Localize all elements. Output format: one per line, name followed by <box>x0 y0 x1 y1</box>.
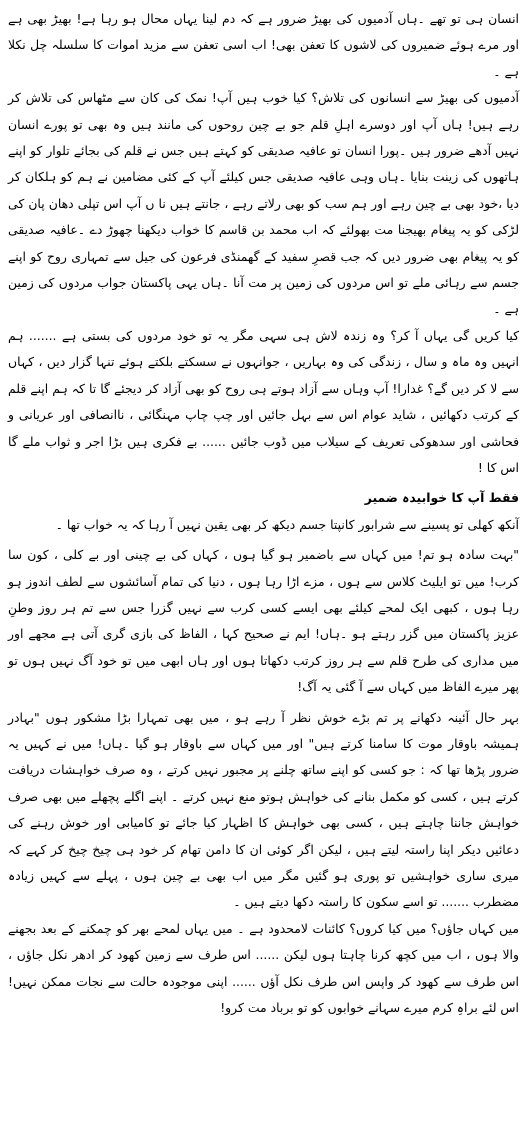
paragraph-6: بہر حال آئینہ دکھانے پر تم بڑے خوش نظر آ رہے ہو ، میں بھی تمہارا بڑا مشکور ہوں "بہادر ہمیشہ باوقار موت کا سامنا کرتے ہیں" اور میں کہاں سے باوقار ہو گیا ۔ہاں! میں نے کہیں یہ ضرور پڑھا تھا کہ : جو کسی کو اپنے ساتھ چلنے پر مجبور نہیں کرتے ، وہ صرف خواہشات دریافت کرتے ہیں ، کسی کو مکمل بنانے کی خواہش ہوتو منع نہیں کرتے ۔ اپنے اگلے پچھلے میں بھی صرف خواہش جاننا چاہتے ہیں ، کسی بھی خواہش کا اظہار کیا جائے تو کامیابی اور خوش رہنے کی دعائیں دیکر اپنا راستہ لیتے ہیں ، لیکن اگر کوئی ان کا دامن تھام کر خود ہی چیخ چیخ کر کہے کہ میری ساری خواہشیں تو پوری ہو گئیں مگر میں اب بھی بے چین ہوں ، پہلے سے کہیں زیادہ مضطرب ....... تو اسے سکون کا راستہ دکھا دیتے ہیں ۔ <box>8 709 519 910</box>
paragraph-7: میں کہاں جاؤں؟ میں کیا کروں؟ کائنات لامحدود ہے ۔ میں یہاں لمحے بھر کو چمکنے کے بعد بجھنے والا ہوں ، اب میں کچھ کرنا چاہتا ہوں لیکن ...... اس طرف سے زمین کھود کر ادھر نکل جاؤں ، اس طرف سے کھود کر واپس اس طرف نکل آؤں ...... اپنی موجودہ حالت سے نجات ممکن نہیں! اس لئے براہِ کرم میرے سہانے خوابوں کو تو برباد مت کرو! <box>8 920 519 1016</box>
paragraph-3: کیا کریں گی یہاں آ کر؟ وہ زندہ لاش ہی سہی مگر یہ تو خود مردوں کی بستی ہے ....... ہم انہیں وہ ماہ و سال ، زندگی کی وہ بہاریں ، جوانہوں نے سسکتے بلکتے ہوئے تنہا گزار دیں ، کہاں سے لا کر دیں گے؟ غدارا! آپ وہاں سے آزاد ہوتے ہی روح کو بھی آزاد کر دیجئے گا تا کہ ہم اپنے قلم کے کرتب دکھائیں ، شاید عوام اس سے بہل جائیں اور چپ چاپ مہنگائی ، ناانصافی اور عریانی و فحاشی اور سدھوکی تعریف کے سیلاب میں ڈوب جائیں ...... بے فکری ہیں بڑا اجر و ثواب ملے گا اس کا ! <box>8 327 519 475</box>
signature-heading: فقط آپ کا خوابیدہ ضمیر <box>364 490 519 506</box>
paragraph-5: "بہت سادہ ہو تم! میں کہاں سے باضمیر ہو گیا ہوں ، کہاں کی بے چینی اور بے کلی ، کون سا کرب! میں تو ایلیٹ کلاس سے ہوں ، مزے اڑا رہا ہوں ، دنیا کی تمام آسائشوں سے لطف اندوز ہو رہا ہوں ، کبھی ایک لمحے کیلئے بھی ایسے کسی کرب سے نہیں گزرا جس سے تم ہر روز وطنِ عزیز پاکستان میں گزر رہتے ہو ۔ہاں! ایم نے صحیح کہا ، الفاظ کی بازی گری آتی ہے مجھے اور میں مداری کی طرح قلم سے ہر روز کرتب دکھاتا ہوں اور ہاں ابھی میں تو خود آگ نہیں ہوں تو پھر میرے الفاظ میں کہاں سے آ گئی یہ آگ! <box>8 547 519 695</box>
paragraph-4: آنکھ کھلی تو پسینے سے شرابور کانپتا جسم دیکھ کر بھی یقین نہیں آ رہا کہ یہ خواب تھا ۔ <box>55 516 519 532</box>
paragraph-2: آدمیوں کی بھیڑ سے انسانوں کی تلاش؟ کیا خوب ہیں آپ! نمک کی کان سے مٹھاس کی تلاش کر رہے ہیں! ہاں آپ اور دوسرے اہلِ قلم جو بے چین روحوں کی مانند ہیں وہ بھی تو پورے انسان نہیں آدھے ضرور ہیں ۔پورا انسان تو عافیہ صدیقی کو کہتے ہیں جس نے قلم کی بجائے تلوار کو اپنے ہاتھوں کی زینت بنایا ۔ہاں وہی عافیہ صدیقی جس کیلئے آپ کے کئی مضامین نے ہم کو ہلکان کر دیا ،خود بھی بے چین رہے اور ہم سب کو بھی رلاتے رہے ، جانتے ہیں نا ں آپ اس تپلی دھان پان کی لڑکی کو یہ پیغام بھیجنا مت بھولئے کہ اب محمد بن قاسم کا خواب دیکھنا چھوڑ دے ۔عافیہ صدیقی کو یہ پیغام بھی ضرور دیں کہ جب قصرِ سفید کے گھمنڈی فرعون کی جیل سے تمہاری روح کو اپنے جسم سے رہائی ملے تو اس مردوں کی زمین پر مت آنا ۔ہاں یہی پاکستان جواب مردوں کی زمین ہے ۔ <box>8 90 519 317</box>
paragraph-1: انسان ہی تو تھے ۔ہاں آدمیوں کی بھیڑ ضرور ہے کہ دم لینا یہاں محال ہو رہا ہے! بھیڑ بھی ہے اور مرے ہوئے ضمیروں کی لاشوں کا تعفن بھی! اب اسی تعفن سے مزید اموات کا سلسلہ چل نکلا ہے ۔ <box>8 11 519 79</box>
